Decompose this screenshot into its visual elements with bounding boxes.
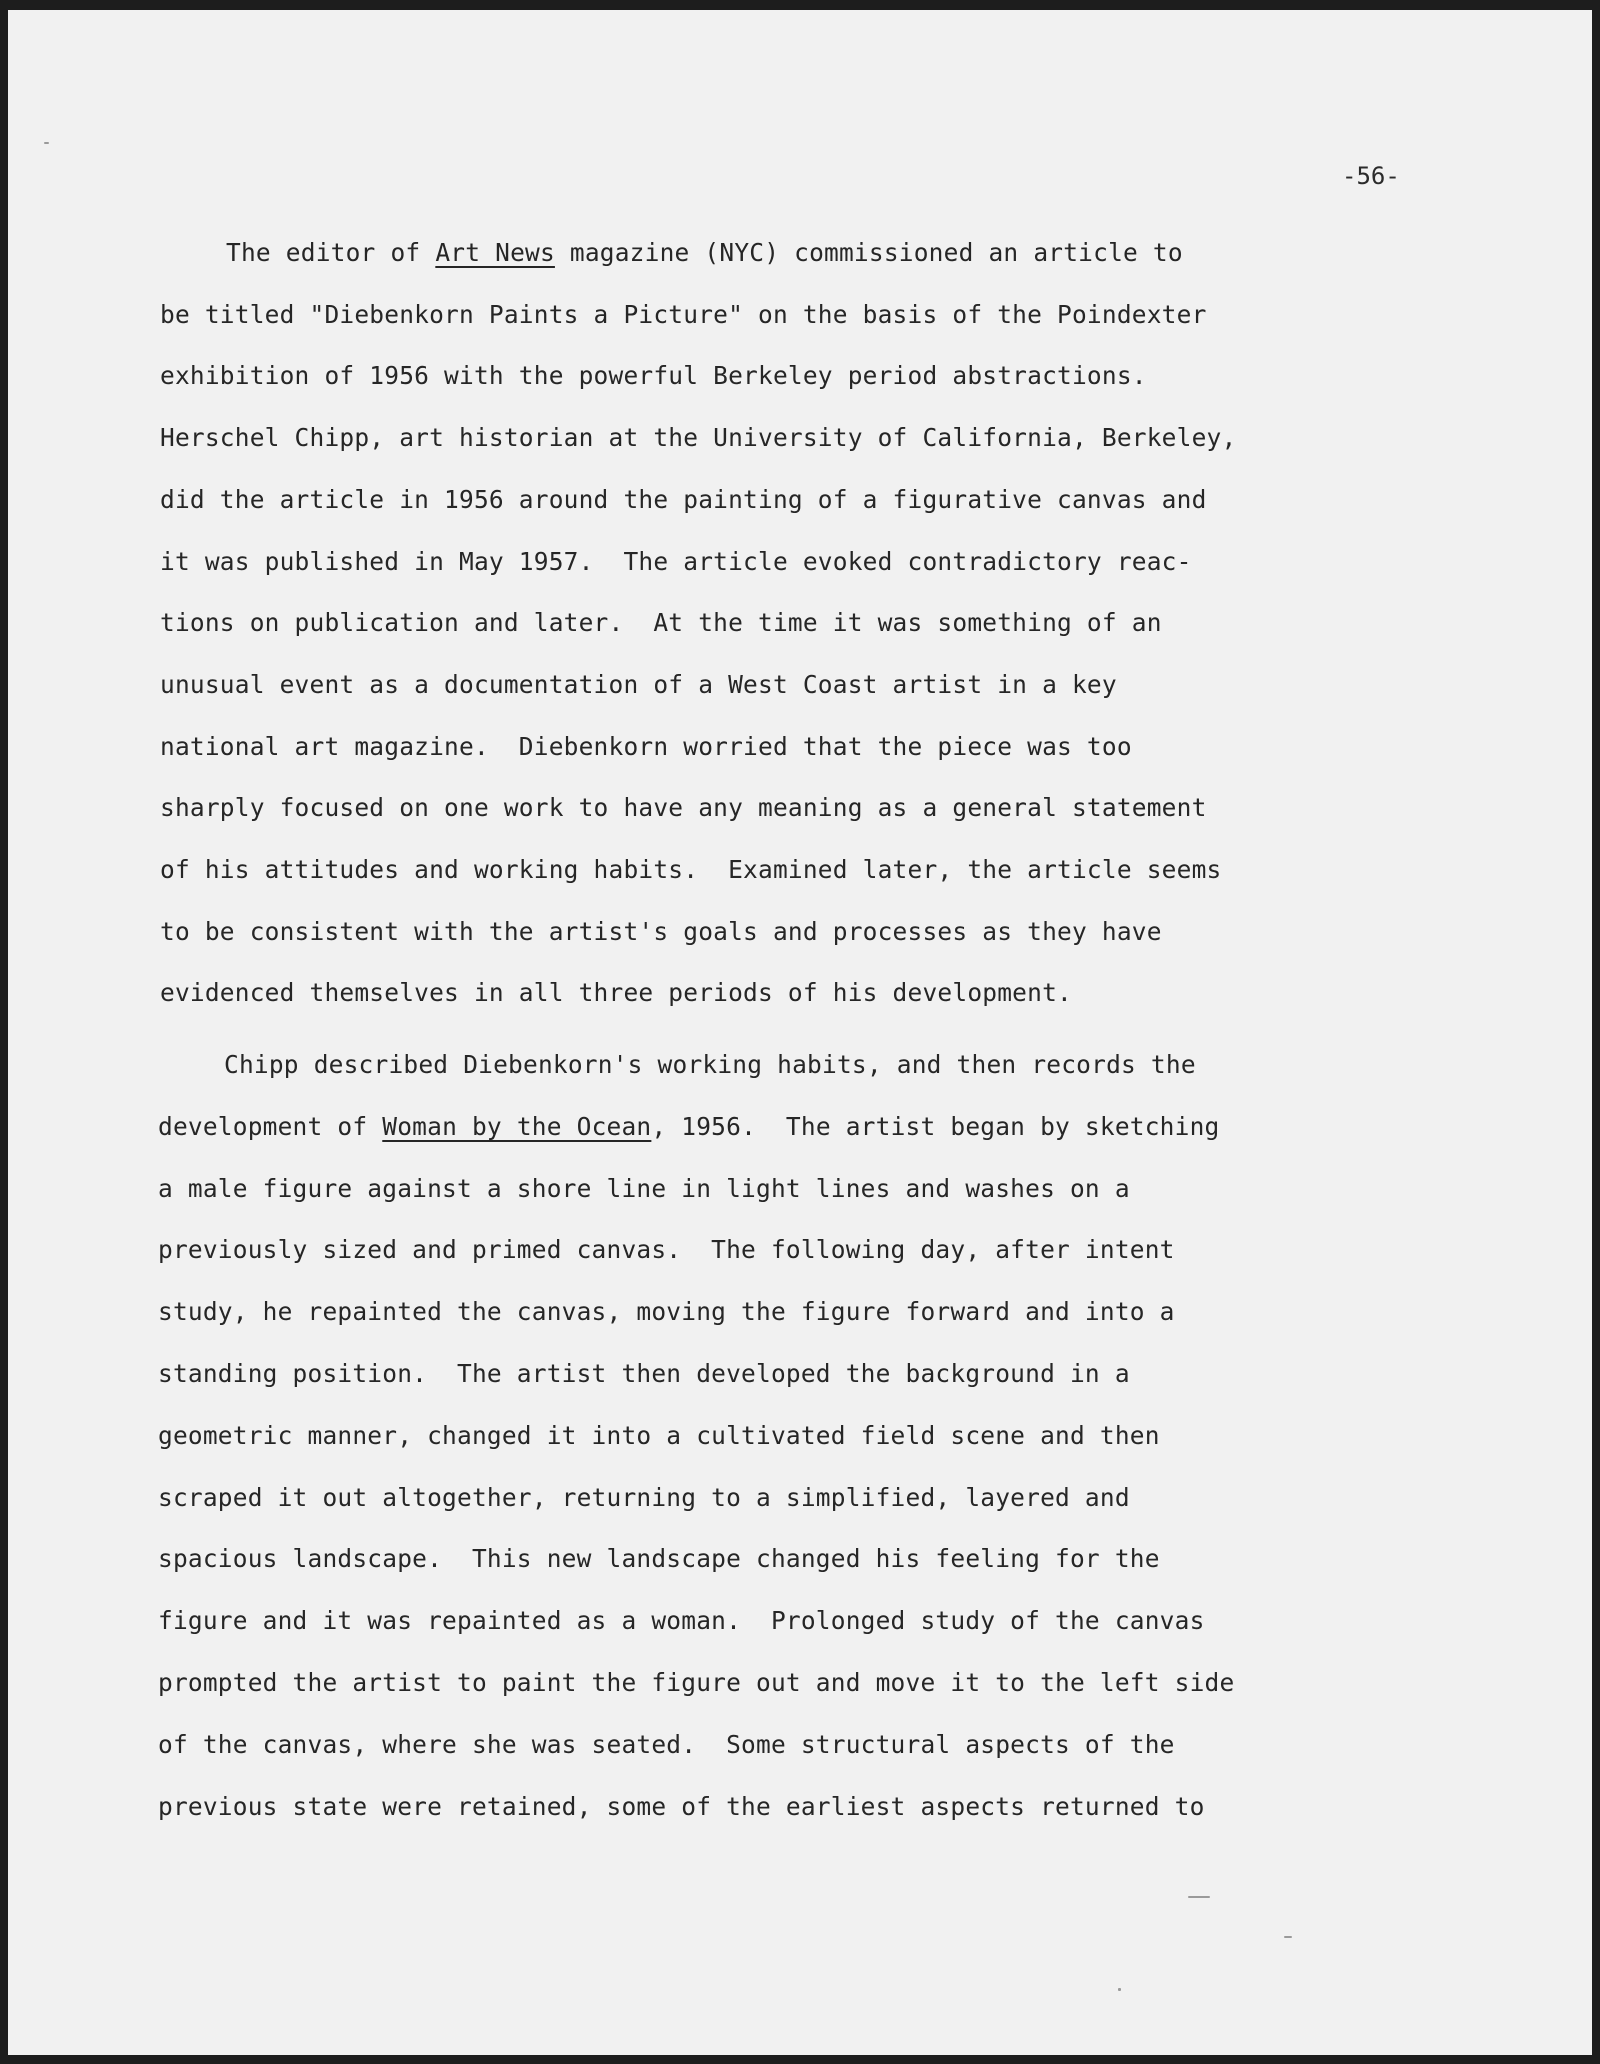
text-segment: of the canvas, where she was seated. Some structural aspects of the [158, 1729, 1175, 1759]
text-segment: of his attitudes and working habits. Examined later, the article seems [160, 855, 1222, 884]
text-line [160, 361, 1147, 391]
underlined-title: Art News [435, 238, 555, 267]
page-number: -56- [1342, 162, 1400, 190]
text-line [158, 1792, 1205, 1822]
text-line [226, 238, 1183, 268]
document-page [8, 10, 1592, 2055]
paper-speck [1188, 1896, 1210, 1898]
text-segment: scraped it out altogether, returning to a simplified, layered and [158, 1482, 1130, 1512]
text-segment: unusual event as a documentation of a West Coast artist in a key [160, 669, 1117, 699]
text-line [160, 547, 1192, 577]
text-line [160, 485, 1207, 515]
text-segment: it was published in May 1957. The article evoked contradictory reac- [160, 546, 1192, 576]
text-line [158, 1483, 1130, 1513]
text-line [158, 1174, 1130, 1204]
text-segment: Chipp described Diebenkorn's working habits, and then records the [224, 1050, 1196, 1079]
text-line [158, 1668, 1234, 1698]
paper-speck [1118, 1988, 1121, 1991]
text-segment: be titled "Diebenkorn Paints a Picture" on the basis of the Poindexter [160, 299, 1207, 329]
text-segment: Herschel Chipp, art historian at the University of California, Berkeley, [160, 423, 1237, 453]
text-line [158, 1544, 1160, 1574]
text-segment: did the article in 1956 around the painting of a figurative canvas and [160, 484, 1207, 514]
text-segment: previously sized and primed canvas. The following day, after intent [158, 1235, 1175, 1265]
text-segment: previous state were retained, some of the earliest aspects returned to [158, 1791, 1205, 1821]
text-segment: prompted the artist to paint the figure out and move it to the left side [158, 1668, 1235, 1697]
text-line [160, 300, 1207, 330]
paper-speck [44, 142, 49, 144]
text-line [158, 1112, 1219, 1142]
text-segment: tions on publication and later. At the time it was something of an [160, 608, 1162, 638]
text-segment: to be consistent with the artist's goals and processes as they have [160, 916, 1162, 946]
text-line [160, 793, 1207, 823]
text-line [160, 855, 1221, 885]
text-segment: geometric manner, changed it into a cultivated field scene and then [158, 1420, 1160, 1450]
text-segment: standing position. The artist then developed the background in a [158, 1359, 1130, 1388]
paper-speck [1284, 1936, 1292, 1938]
text-segment: spacious landscape. This new landscape changed his feeling for the [158, 1544, 1160, 1574]
text-line [160, 608, 1162, 638]
text-segment: study, he repainted the canvas, moving the figure forward and into a [158, 1297, 1175, 1327]
text-line [160, 732, 1132, 762]
text-line [158, 1421, 1160, 1451]
text-segment: evidenced themselves in all three periods of his development. [160, 978, 1072, 1008]
text-segment: sharply focused on one work to have any meaning as a general statement [160, 793, 1207, 823]
text-line [158, 1730, 1175, 1760]
text-segment: a male figure against a shore line in light lines and washes on a [158, 1173, 1130, 1203]
underlined-title: Woman by the Ocean [382, 1111, 652, 1141]
text-line [158, 1359, 1130, 1389]
text-segment: The editor of [226, 238, 436, 267]
text-line [160, 423, 1236, 453]
text-line [160, 978, 1072, 1008]
text-segment: magazine (NYC) commissioned an article to [554, 238, 1183, 267]
text-line [158, 1606, 1205, 1636]
text-segment: national art magazine. Diebenkorn worried that the piece was too [160, 731, 1132, 761]
text-line [224, 1050, 1196, 1080]
text-line [160, 917, 1162, 947]
text-line [158, 1297, 1175, 1327]
text-line [158, 1235, 1175, 1265]
text-segment: development of [158, 1111, 383, 1141]
text-segment: exhibition of 1956 with the powerful Berkeley period abstractions. [160, 361, 1147, 391]
text-segment: , 1956. The artist began by sketching [651, 1111, 1220, 1141]
text-segment: figure and it was repainted as a woman. Prolonged study of the canvas [158, 1606, 1205, 1636]
text-line [160, 670, 1117, 700]
